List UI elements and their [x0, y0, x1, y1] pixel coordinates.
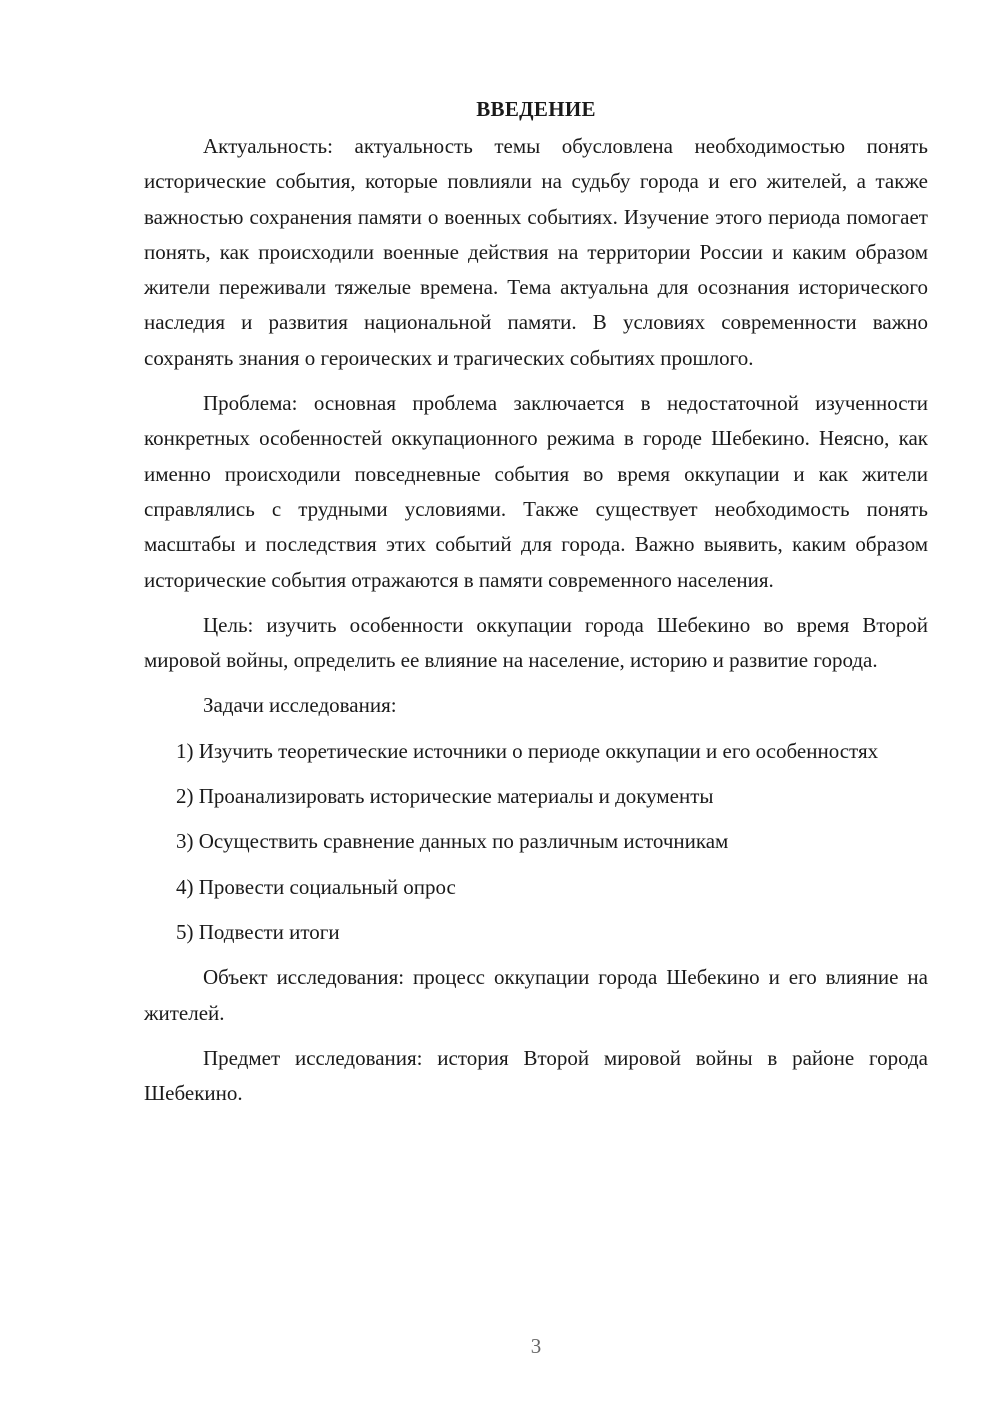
paragraph-relevance: Актуальность: актуальность темы обусловлена необходимостью понять исторические события, которые повлияли на судьбу города и его жителей, а также важностью сохранения памяти о военных событиях. Изучение этого периода помогает понять, как происходили военные действия на территории России и каким образом жители переживали тяжелые времена. Тема актуальна для осознания исторического наследия и развития национальной памяти. В условиях современности важно сохранять знания о героических и трагических событиях прошлого. — [144, 134, 928, 370]
list-item: 4) Провести социальный опрос — [176, 874, 456, 899]
paragraph-problem: Проблема: основная проблема заключается в недостаточной изученности конкретных особенностей оккупационного режима в городе Шебекино. Неясно, как именно происходили повседневные события во время оккупации и как жители справлялись с трудными условиями. Также существует необходимость понять масштабы и последствия этих событий для города. Важно выявить, каким образом исторические события отражаются в памяти современного населения. — [144, 391, 928, 592]
document-page — [144, 92, 928, 1121]
section-title: ВВЕДЕНИЕ — [476, 97, 596, 121]
list-item: 2) Проанализировать исторические материалы и документы — [176, 784, 714, 809]
tasks-list — [144, 734, 928, 950]
page-number: 3 — [530, 1334, 542, 1358]
paragraph-object: Объект исследования: процесс оккупации города Шебекино и его влияние на жителей. — [144, 965, 928, 1025]
tasks-heading: Задачи исследования: — [203, 693, 397, 718]
paragraph-goal: Цель: изучить особенности оккупации города Шебекино во время Второй мировой войны, определить ее влияние на население, историю и развитие города. — [144, 612, 928, 673]
paragraph-subject: Предмет исследования: история Второй мировой войны в районе города Шебекино. — [144, 1045, 928, 1106]
list-item: 3) Осуществить сравнение данных по различным источникам — [176, 829, 729, 854]
list-item: 1) Изучить теоретические источники о периоде оккупации и его особенностях — [176, 738, 879, 763]
list-item: 5) Подвести итоги — [176, 919, 340, 944]
